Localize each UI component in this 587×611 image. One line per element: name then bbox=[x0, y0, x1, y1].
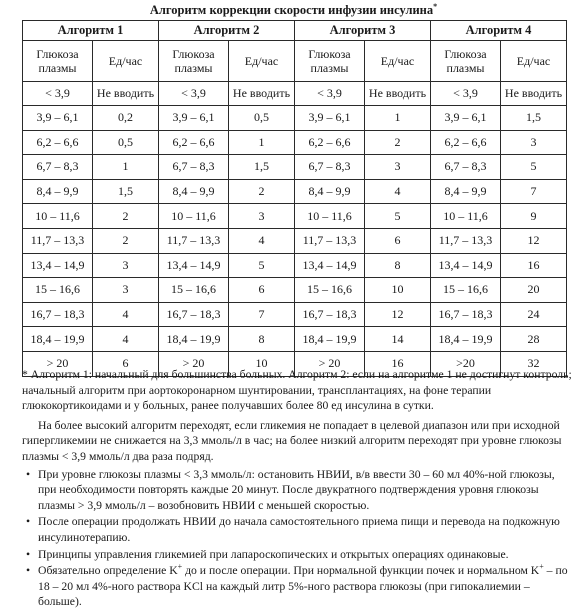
table-cell: 3 bbox=[93, 253, 159, 278]
table-cell: Не вводить bbox=[501, 82, 567, 106]
list-item bbox=[22, 563, 574, 610]
table-row bbox=[23, 253, 567, 278]
table-cell: 4 bbox=[93, 302, 159, 327]
table-cell: > 20 bbox=[295, 351, 365, 376]
table-cell: 1,5 bbox=[501, 106, 567, 131]
table-cell: Не вводить bbox=[229, 82, 295, 106]
table-cell: 8,4 – 9,9 bbox=[23, 179, 93, 204]
table-cell: 2 bbox=[365, 130, 431, 155]
table-cell: 10 – 11,6 bbox=[431, 204, 501, 229]
table-cell: 11,7 – 13,3 bbox=[159, 228, 229, 253]
table-cell: 10 – 11,6 bbox=[159, 204, 229, 229]
table-row-below-threshold bbox=[23, 82, 567, 106]
table-cell: 3,9 – 6,1 bbox=[295, 106, 365, 131]
text-fragment: до и после операции. При нормальной функции почек и нормальном K bbox=[182, 564, 540, 578]
list-item: • После операции продолжать НВИИ до начала самостоятельного приема пищи и перевода на подкожную инсулинотерапию. bbox=[22, 514, 574, 545]
glucose-column-header: Глюкоза плазмы bbox=[295, 41, 365, 82]
table-cell: 28 bbox=[501, 327, 567, 352]
table-cell: >20 bbox=[431, 351, 501, 376]
table-cell: 10 – 11,6 bbox=[295, 204, 365, 229]
table-cell: 15 – 16,6 bbox=[23, 278, 93, 303]
table-cell: 10 bbox=[365, 278, 431, 303]
title-text: Алгоритм коррекции скорости инфузии инсулина bbox=[149, 3, 434, 17]
table-cell: 12 bbox=[501, 228, 567, 253]
table-cell: Не вводить bbox=[365, 82, 431, 106]
table-cell: 16,7 – 18,3 bbox=[23, 302, 93, 327]
column-header-row bbox=[23, 41, 567, 82]
table-cell: 11,7 – 13,3 bbox=[295, 228, 365, 253]
table-cell: 20 bbox=[501, 278, 567, 303]
table-cell: < 3,9 bbox=[23, 82, 93, 106]
table-cell: 7 bbox=[501, 179, 567, 204]
table-cell: 16 bbox=[365, 351, 431, 376]
list-item: • При уровне глюкозы плазмы < 3,3 ммоль/л: остановить НВИИ, в/в ввести 30 – 60 мл 40%-ной глюкозы, при необходимости повторять каждые 20 минут. После двукратного подтверждения уровня глюкозы плазмы > 3,9 ммоль/л – возобновить НВИИ с меньшей скоростью. bbox=[22, 467, 574, 514]
table-cell: 8 bbox=[365, 253, 431, 278]
table-row bbox=[23, 155, 567, 180]
table-cell: 6,2 – 6,6 bbox=[295, 130, 365, 155]
algorithm-2-header: Алгоритм 2 bbox=[159, 21, 295, 41]
table-row bbox=[23, 130, 567, 155]
page-title bbox=[0, 3, 587, 18]
table-cell: 15 – 16,6 bbox=[159, 278, 229, 303]
table-cell: 13,4 – 14,9 bbox=[23, 253, 93, 278]
table-cell: 12 bbox=[365, 302, 431, 327]
table-cell: 9 bbox=[501, 204, 567, 229]
table-cell: 3 bbox=[501, 130, 567, 155]
table-cell: 18,4 – 19,9 bbox=[23, 327, 93, 352]
table-cell: 4 bbox=[365, 179, 431, 204]
algorithm-4-header: Алгоритм 4 bbox=[431, 21, 567, 41]
table-cell: 2 bbox=[229, 179, 295, 204]
table-row bbox=[23, 106, 567, 131]
footnote: * Алгоритм 1: начальный для большинства больных. Алгоритм 2: если на алгоритме 1 не достигнут контроль; начальный алгоритм при аортокоронарном шунтировании, трансплантациях, на фоне терапии глюкокортикоидами и у больных, ранее получавших более 80 ед инсулина в сутки. bbox=[22, 368, 572, 413]
table-cell: 16,7 – 18,3 bbox=[431, 302, 501, 327]
table-cell: 11,7 – 13,3 bbox=[431, 228, 501, 253]
table-cell: 18,4 – 19,9 bbox=[159, 327, 229, 352]
table-cell: > 20 bbox=[159, 351, 229, 376]
table-row bbox=[23, 327, 567, 352]
glucose-column-header: Глюкоза плазмы bbox=[431, 41, 501, 82]
table-row bbox=[23, 228, 567, 253]
text-fragment: Обязательно определение K bbox=[38, 564, 178, 578]
algorithm-transition-paragraph: На более высокий алгоритм переходят, если гликемия не попадает в целевой диапазон или при исходной гипергликемии не снижается на 3,3 ммоль/л в час; на более низкий алгоритм переходят при уровне глюкозы плазмы < 3,9 ммоль/л два раза подряд. bbox=[22, 418, 562, 463]
table-cell: 18,4 – 19,9 bbox=[431, 327, 501, 352]
table-cell: 6,7 – 8,3 bbox=[431, 155, 501, 180]
table-cell: 0,5 bbox=[93, 130, 159, 155]
instructions-list bbox=[22, 467, 574, 610]
table-cell: 1,5 bbox=[229, 155, 295, 180]
table-cell: 6,2 – 6,6 bbox=[159, 130, 229, 155]
table-cell: 10 bbox=[229, 351, 295, 376]
table-row bbox=[23, 179, 567, 204]
table-cell: 7 bbox=[229, 302, 295, 327]
table-cell: 13,4 – 14,9 bbox=[431, 253, 501, 278]
table-cell: 13,4 – 14,9 bbox=[159, 253, 229, 278]
units-column-header: Ед/час bbox=[501, 41, 567, 82]
table-cell: 6,2 – 6,6 bbox=[431, 130, 501, 155]
algorithm-1-header: Алгоритм 1 bbox=[23, 21, 159, 41]
table-cell: 11,7 – 13,3 bbox=[23, 228, 93, 253]
table-cell: 2 bbox=[93, 204, 159, 229]
title-footnote-mark: * bbox=[433, 1, 438, 11]
table-cell: 1,5 bbox=[93, 179, 159, 204]
glucose-column-header: Глюкоза плазмы bbox=[23, 41, 93, 82]
table-cell: 6 bbox=[229, 278, 295, 303]
glucose-column-header: Глюкоза плазмы bbox=[159, 41, 229, 82]
table-cell: > 20 bbox=[23, 351, 93, 376]
units-column-header: Ед/час bbox=[229, 41, 295, 82]
superscript: + bbox=[539, 562, 544, 572]
table-cell: 8 bbox=[229, 327, 295, 352]
table-cell: 8,4 – 9,9 bbox=[159, 179, 229, 204]
text-fragment: – по 18 – 20 мл 4%-ного раствора KCl на каждый литр 5%-ного раствора глюкозы (при гипокалиемии – больше). bbox=[38, 564, 568, 609]
table-cell: 5 bbox=[365, 204, 431, 229]
table-cell: 18,4 – 19,9 bbox=[295, 327, 365, 352]
table-cell: 10 – 11,6 bbox=[23, 204, 93, 229]
table-cell: 5 bbox=[229, 253, 295, 278]
table-cell: 5 bbox=[501, 155, 567, 180]
table-cell: 6 bbox=[93, 351, 159, 376]
table-cell: 6,2 – 6,6 bbox=[23, 130, 93, 155]
table-cell: 1 bbox=[93, 155, 159, 180]
table-cell: < 3,9 bbox=[159, 82, 229, 106]
notes-section bbox=[22, 367, 574, 611]
table-cell: 8,4 – 9,9 bbox=[431, 179, 501, 204]
table-cell: 16 bbox=[501, 253, 567, 278]
table-cell: 1 bbox=[365, 106, 431, 131]
insulin-algorithm-table bbox=[22, 20, 567, 377]
table-cell: 6,7 – 8,3 bbox=[159, 155, 229, 180]
table-cell: 4 bbox=[229, 228, 295, 253]
table-cell: 3 bbox=[365, 155, 431, 180]
table-row bbox=[23, 204, 567, 229]
table-cell: 6,7 – 8,3 bbox=[23, 155, 93, 180]
table-cell: 8,4 – 9,9 bbox=[295, 179, 365, 204]
units-column-header: Ед/час bbox=[93, 41, 159, 82]
table-cell: 3 bbox=[93, 278, 159, 303]
table-cell: 3,9 – 6,1 bbox=[431, 106, 501, 131]
table-cell: 2 bbox=[93, 228, 159, 253]
table-cell: 13,4 – 14,9 bbox=[295, 253, 365, 278]
table-cell: 15 – 16,6 bbox=[431, 278, 501, 303]
algorithm-header-row bbox=[23, 21, 567, 41]
table-cell: 0,5 bbox=[229, 106, 295, 131]
algorithm-3-header: Алгоритм 3 bbox=[295, 21, 431, 41]
table-cell: 16,7 – 18,3 bbox=[295, 302, 365, 327]
list-item: • Принципы управления гликемией при лапароскопических и открытых операциях одинаковые. bbox=[22, 547, 574, 563]
table-cell: < 3,9 bbox=[431, 82, 501, 106]
table-cell: 6,7 – 8,3 bbox=[295, 155, 365, 180]
table-cell: < 3,9 bbox=[295, 82, 365, 106]
table-cell: 24 bbox=[501, 302, 567, 327]
units-column-header: Ед/час bbox=[365, 41, 431, 82]
table-cell: 16,7 – 18,3 bbox=[159, 302, 229, 327]
table-cell: 3 bbox=[229, 204, 295, 229]
table-cell: 3,9 – 6,1 bbox=[159, 106, 229, 131]
table-row bbox=[23, 278, 567, 303]
table-cell: Не вводить bbox=[93, 82, 159, 106]
table-cell: 3,9 – 6,1 bbox=[23, 106, 93, 131]
table-cell: 4 bbox=[93, 327, 159, 352]
table-row bbox=[23, 302, 567, 327]
table-cell: 1 bbox=[229, 130, 295, 155]
table-cell: 6 bbox=[365, 228, 431, 253]
table-cell: 0,2 bbox=[93, 106, 159, 131]
table-cell: 15 – 16,6 bbox=[295, 278, 365, 303]
table-cell: 14 bbox=[365, 327, 431, 352]
superscript: + bbox=[177, 562, 183, 572]
table-cell: 32 bbox=[501, 351, 567, 376]
